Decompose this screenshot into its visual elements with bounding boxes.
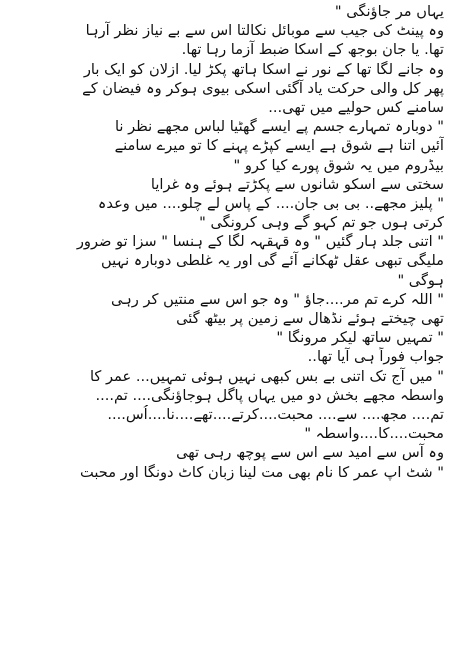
text-line: تھا. یا جان بوجھ کے اسکا ضبط آزما رہا تھا. bbox=[181, 41, 444, 59]
text-line: وہ آس سے امید سے اس سے پوچھ رہی تھی bbox=[176, 444, 444, 462]
text-line: " تمہیں ساتھ لیکر مرونگا " bbox=[276, 329, 444, 347]
text-line: بیڈروم میں یہ شوق پورے کیا کرو " bbox=[233, 156, 444, 174]
text-line: ملیگی تبھی عقل ٹھکانے آئے گی اور یہ غلطی دوبارہ نہیں bbox=[101, 252, 444, 270]
text-line: " اللہ کرے تم مر....جاؤ " وہ جو اس سے منتیں کر رہی bbox=[111, 290, 444, 308]
text-line: سامنے کس حولیے میں تھی... bbox=[268, 98, 444, 116]
text-line: ہوگی " bbox=[397, 271, 444, 289]
text-line: یہاں مر جاؤنگی " bbox=[334, 3, 444, 20]
text-line: " شٹ اپ عمر کا نام بھی مت لینا زبان کاٹ دونگا اور محبت bbox=[80, 463, 444, 481]
story-text bbox=[0, 2, 450, 482]
text-line: تم.... مجھ.... سے.... محبت....کرتے....تھے....نا....اُس.... bbox=[107, 405, 444, 423]
text-line: " دوبارہ تمہارے جسم پے ایسے گھٹیا لباس مجھے نظر نا bbox=[114, 118, 444, 136]
text-line: کرتی ہوں جو تم کہو گے وہی کرونگی " bbox=[199, 214, 444, 232]
text-line: وہ جانے لگا تھا کے نور نے اسکا ہاتھ پکڑ لیا. ازلان کو ایک بار bbox=[83, 60, 444, 78]
text-line: وہ پینٹ کی جیب سے موبائل نکالتا اس سے بے نیاز نظر آرہا bbox=[85, 22, 444, 40]
text-line: آئیں اتنا ہے شوق ہے ایسے کپڑے پہنے کا تو میرے سامنے bbox=[114, 137, 444, 155]
text-line: " اتنی جلد ہار گئیں " وہ قہقہہ لگا کے ہنسا " سزا تو ضرور bbox=[76, 233, 444, 251]
text-line: پھر کل والی حرکت یاد آگئی اسکی بیوی ہوکر وہ فیضان کے bbox=[82, 79, 444, 97]
text-line: محبت....کا....واسطہ " bbox=[304, 425, 444, 443]
text-line: " میں آج تک اتنی بے بس کبھی نہیں ہوئی تمہیں... عمر کا bbox=[89, 367, 444, 385]
text-line: " پلیز مجھے.. بی بی جان.... کے پاس لے چلو.... میں وعدہ bbox=[97, 194, 444, 212]
text-line: واسطہ مجھے بخش دو میں یہاں پاگل ہوجاؤنگی.... تم.... bbox=[95, 386, 444, 404]
text-line: تھی چیختے ہوئے نڈھال سے زمین پر بیٹھ گئی bbox=[176, 310, 444, 327]
text-line: جواب فوراً ہی آیا تھا.. bbox=[307, 348, 444, 366]
text-line: سختی سے اسکو شانوں سے پکڑتے ہوئے وہ غرایا bbox=[150, 175, 444, 193]
